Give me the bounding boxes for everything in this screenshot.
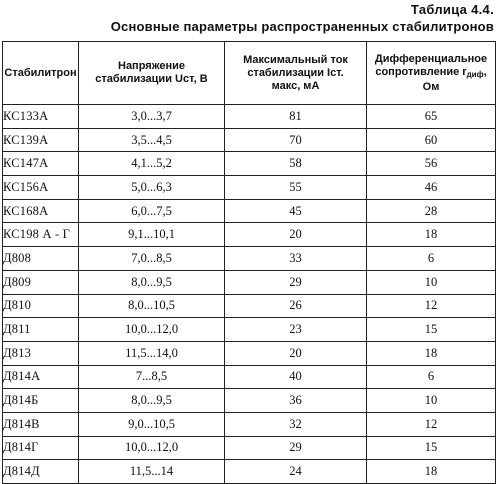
header-resistance-line-3: Ом <box>422 80 440 93</box>
table-row <box>3 436 496 460</box>
cell-voltage: 11,5...14 <box>79 460 225 484</box>
table-header <box>3 42 496 105</box>
cell-resist: 6 <box>367 365 496 389</box>
stabilitron-parameters-table <box>2 41 496 484</box>
header-resistance-line-1: Дифференциальное <box>374 52 488 65</box>
cell-resist: 12 <box>367 412 496 436</box>
header-resistance-main: сопротивление r <box>375 65 467 78</box>
cell-name: Д809 <box>3 270 79 294</box>
table-row <box>3 460 496 484</box>
cell-voltage: 10,0...12,0 <box>79 436 225 460</box>
table-row <box>3 341 496 365</box>
cell-current: 20 <box>225 223 367 247</box>
cell-voltage: 9,1...10,1 <box>79 223 225 247</box>
cell-name: КС147А <box>3 152 79 176</box>
cell-voltage: 8,0...10,5 <box>79 294 225 318</box>
header-current-line-3: макс, мА <box>271 79 320 92</box>
cell-current: 33 <box>225 247 367 271</box>
cell-resist: 56 <box>367 152 496 176</box>
table-row <box>3 176 496 200</box>
cell-resist: 60 <box>367 128 496 152</box>
cell-name: Д814Б <box>3 389 79 413</box>
cell-current: 29 <box>225 270 367 294</box>
cell-name: Д814А <box>3 365 79 389</box>
header-current <box>225 42 367 105</box>
cell-current: 29 <box>225 436 367 460</box>
cell-name: КС198 А - Г <box>3 223 79 247</box>
header-voltage-line-1: Напряжение <box>118 60 185 72</box>
cell-voltage: 11,5...14,0 <box>79 341 225 365</box>
cell-name: КС168А <box>3 199 79 223</box>
table-row <box>3 365 496 389</box>
cell-name: КС133А <box>3 105 79 129</box>
table-row <box>3 389 496 413</box>
cell-voltage: 8,0...9,5 <box>79 270 225 294</box>
cell-resist: 18 <box>367 341 496 365</box>
header-current-line-1: Максимальный ток <box>243 53 348 66</box>
cell-resist: 28 <box>367 199 496 223</box>
header-current-line-2: стабилизации Iст. <box>247 66 344 79</box>
cell-voltage: 3,5...4,5 <box>79 128 225 152</box>
table-row <box>3 412 496 436</box>
table-row <box>3 105 496 129</box>
cell-current: 20 <box>225 341 367 365</box>
table-body <box>3 105 496 484</box>
cell-voltage: 8,0...9,5 <box>79 389 225 413</box>
cell-resist: 12 <box>367 294 496 318</box>
cell-name: Д814Д <box>3 460 79 484</box>
cell-name: Д810 <box>3 294 79 318</box>
cell-voltage: 7,0...8,5 <box>79 247 225 271</box>
cell-voltage: 3,0...3,7 <box>79 105 225 129</box>
cell-name: Д808 <box>3 247 79 271</box>
cell-resist: 10 <box>367 270 496 294</box>
table-row <box>3 294 496 318</box>
cell-voltage: 4,1...5,2 <box>79 152 225 176</box>
cell-resist: 18 <box>367 460 496 484</box>
cell-current: 24 <box>225 460 367 484</box>
cell-current: 23 <box>225 318 367 342</box>
cell-current: 32 <box>225 412 367 436</box>
table-row <box>3 152 496 176</box>
cell-resist: 18 <box>367 223 496 247</box>
table-title: Основные параметры распространенных стабилитронов <box>110 19 494 34</box>
cell-current: 36 <box>225 389 367 413</box>
cell-current: 26 <box>225 294 367 318</box>
cell-voltage: 7...8,5 <box>79 365 225 389</box>
header-resistance <box>367 42 496 105</box>
cell-resist: 6 <box>367 247 496 271</box>
cell-name: КС156А <box>3 176 79 200</box>
header-resistance-line-2 <box>367 66 495 81</box>
cell-voltage: 6,0...7,5 <box>79 199 225 223</box>
cell-voltage: 9,0...10,5 <box>79 412 225 436</box>
cell-name: Д814Г <box>3 436 79 460</box>
table-row <box>3 199 496 223</box>
cell-current: 58 <box>225 152 367 176</box>
header-resistance-comma: , <box>483 65 487 78</box>
cell-name: Д814В <box>3 412 79 436</box>
cell-current: 81 <box>225 105 367 129</box>
cell-current: 45 <box>225 199 367 223</box>
cell-current: 70 <box>225 128 367 152</box>
cell-resist: 15 <box>367 318 496 342</box>
cell-resist: 46 <box>367 176 496 200</box>
cell-voltage: 10,0...12,0 <box>79 318 225 342</box>
header-voltage <box>79 42 225 105</box>
header-voltage-line-2: стабилизации Uст, В <box>95 73 208 85</box>
cell-resist: 65 <box>367 105 496 129</box>
table-row <box>3 318 496 342</box>
header-row <box>3 42 496 105</box>
cell-voltage: 5,0...6,3 <box>79 176 225 200</box>
cell-resist: 10 <box>367 389 496 413</box>
cell-name: Д811 <box>3 318 79 342</box>
table-row <box>3 270 496 294</box>
cell-name: КС139А <box>3 128 79 152</box>
cell-resist: 15 <box>367 436 496 460</box>
cell-current: 55 <box>225 176 367 200</box>
header-stabilitron: Стабилитрон <box>3 42 79 105</box>
header-resistance-subscript: диф <box>466 69 484 79</box>
table-number: Таблица 4.4. <box>410 2 494 17</box>
table-row <box>3 247 496 271</box>
table-row <box>3 223 496 247</box>
cell-current: 40 <box>225 365 367 389</box>
cell-name: Д813 <box>3 341 79 365</box>
table-row <box>3 128 496 152</box>
